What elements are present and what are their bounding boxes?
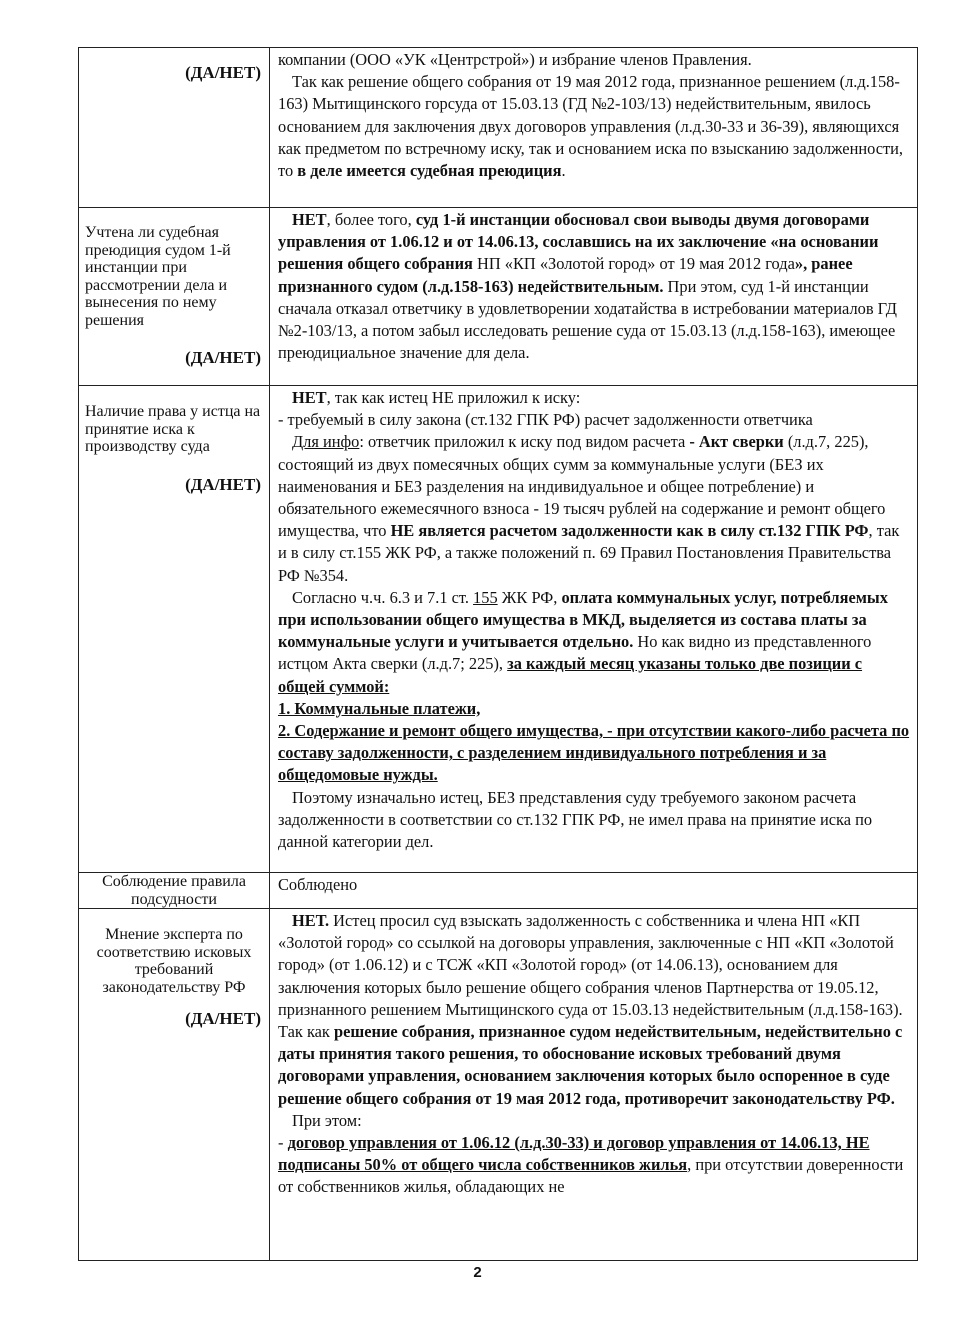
right-cell: Соблюдено xyxy=(270,873,918,909)
table-row xyxy=(79,48,918,208)
table-row xyxy=(79,873,918,909)
row-label: Учтена ли судебная преюдиция судом 1-й инстанции при рассмотрении дела и вынесения по нему решения xyxy=(85,224,231,329)
row-label: Наличие права у истца на принятие иска к производству суда xyxy=(85,403,261,455)
left-cell xyxy=(79,909,270,1261)
row-label: Соблюдение правила подсудности xyxy=(102,873,246,908)
right-cell: НЕТ, более того, суд 1-й инстанции обосновал свои выводы двумя договорами управления от 1.06.12 и от 14.06.13, сославшись на их заключение «на основании решения общего собрания НП «КП «Золотой город» от 19 мая 2012 года», ранее признанного судом (л.д.158-163) недействительным. При этом, суд 1-й инстанции сначала отказал ответчику в удовлетворении ходатайства в истребовании материалов ГД №2-103/13, а потом забыл исследовать решение суда от 15.03.13 (л.д.158-163), имеющее преюдициальное значение для дела. xyxy=(270,208,918,386)
table-row xyxy=(79,208,918,386)
table-row xyxy=(79,909,918,1261)
right-cell: НЕТ, так как истец НЕ приложил к иску: - требуемый в силу закона (ст.132 ГПК РФ) расчет задолженности ответчика Для инфо: ответчик приложил к иску под видом расчета - Акт сверки (л.д.7, 225), состоящий из двух помесячных общих сумм за коммунальные услуги (БЕЗ их наименования и БЕЗ разделения на индивидуальное и общее потребление) и обязательного ежемесячного взноса - 19 тысяч рублей на содержание и ремонт общего имущества, что НЕ является расчетом задолженности как в силу ст.132 ГПК РФ, так и в силу ст.155 ЖК РФ, а также положений п. 69 Правил Постановления Правительства РФ №354. Согласно ч.ч. 6.3 и 7.1 ст. 155 ЖК РФ, оплата коммунальных услуг, потребляемых при использовании общего имущества в МКД, выделяется из состава платы за коммунальные услуги и учитывается отдельно. Но как видно из представленного истцом Акта сверки (л.д.7; 225), за каждый месяц указаны только две позиции с общей суммой: 1. Коммунальные платежи, 2. Содержание и ремонт общего имущества, - при отсутствии какого-либо расчета по составу задолженности, с разделением индивидуального потребления и за общедомовые нужды. Поэтому изначально истец, БЕЗ представления суду требуемого законом расчета задолженности в соответствии со ст.132 ГПК РФ, не имел права на принятие иска по данной категории дел. xyxy=(270,386,918,873)
left-cell xyxy=(79,48,270,208)
document-page xyxy=(78,47,918,1261)
left-cell xyxy=(79,386,270,873)
yes-no-label: (ДА/НЕТ) xyxy=(185,348,261,367)
yes-no-label: (ДА/НЕТ) xyxy=(185,1009,261,1028)
left-cell xyxy=(79,873,270,909)
yes-no-label: (ДА/НЕТ) xyxy=(185,474,261,494)
table-row xyxy=(79,386,918,873)
right-cell: компании (ООО «УК «Центрстрой») и избрание членов Правления. Так как решение общего собрания от 19 мая 2012 года, признанное решением (л.д.158-163) Мытищинского горсуда от 15.03.13 (ГД №2-103/13) недействительным, явилось основанием для заключения двух договоров управления (л.д.30-33 и 36-39), являющихся как предметом по встречному иску, так и основанием иска по взысканию задолженности, то в деле имеется судебная преюдиция. xyxy=(270,48,918,208)
row-label: Мнение эксперта по соответствию исковых требований законодательству РФ xyxy=(96,926,252,996)
yes-no-label: (ДА/НЕТ) xyxy=(185,63,261,82)
expert-table xyxy=(78,47,918,1261)
page-number: 2 xyxy=(473,1264,482,1281)
left-cell xyxy=(79,208,270,386)
right-cell: НЕТ. Истец просил суд взыскать задолженность с собственника и члена НП «КП «Золотой город» со ссылкой на договоры управления, заключенные с НП «КП «Золотой город» (от 1.06.12) и с ТСЖ «КП «Золотой город» (от 14.06.13), основанием для заключения которых было решение общего собрания членов Партнерства от 19.05.12, признанного решением Мытищинского суда от 15.03.13 недействительным (л.д.158-163). Так как решение собрания, признанное судом недействительным, недействительно с даты принятия такого решения, то обоснование исковых требований двумя договорами управления, основанием заключения которых было оспоренное в суде решение общего собрания от 19 мая 2012 года, противоречит законодательству РФ. При этом: - договор управления от 1.06.12 (л.д.30-33) и договор управления от 14.06.13, НЕ подписаны 50% от общего числа собственников жилья, при отсутствии доверенности от собственников жилья, обладающих не xyxy=(270,909,918,1261)
